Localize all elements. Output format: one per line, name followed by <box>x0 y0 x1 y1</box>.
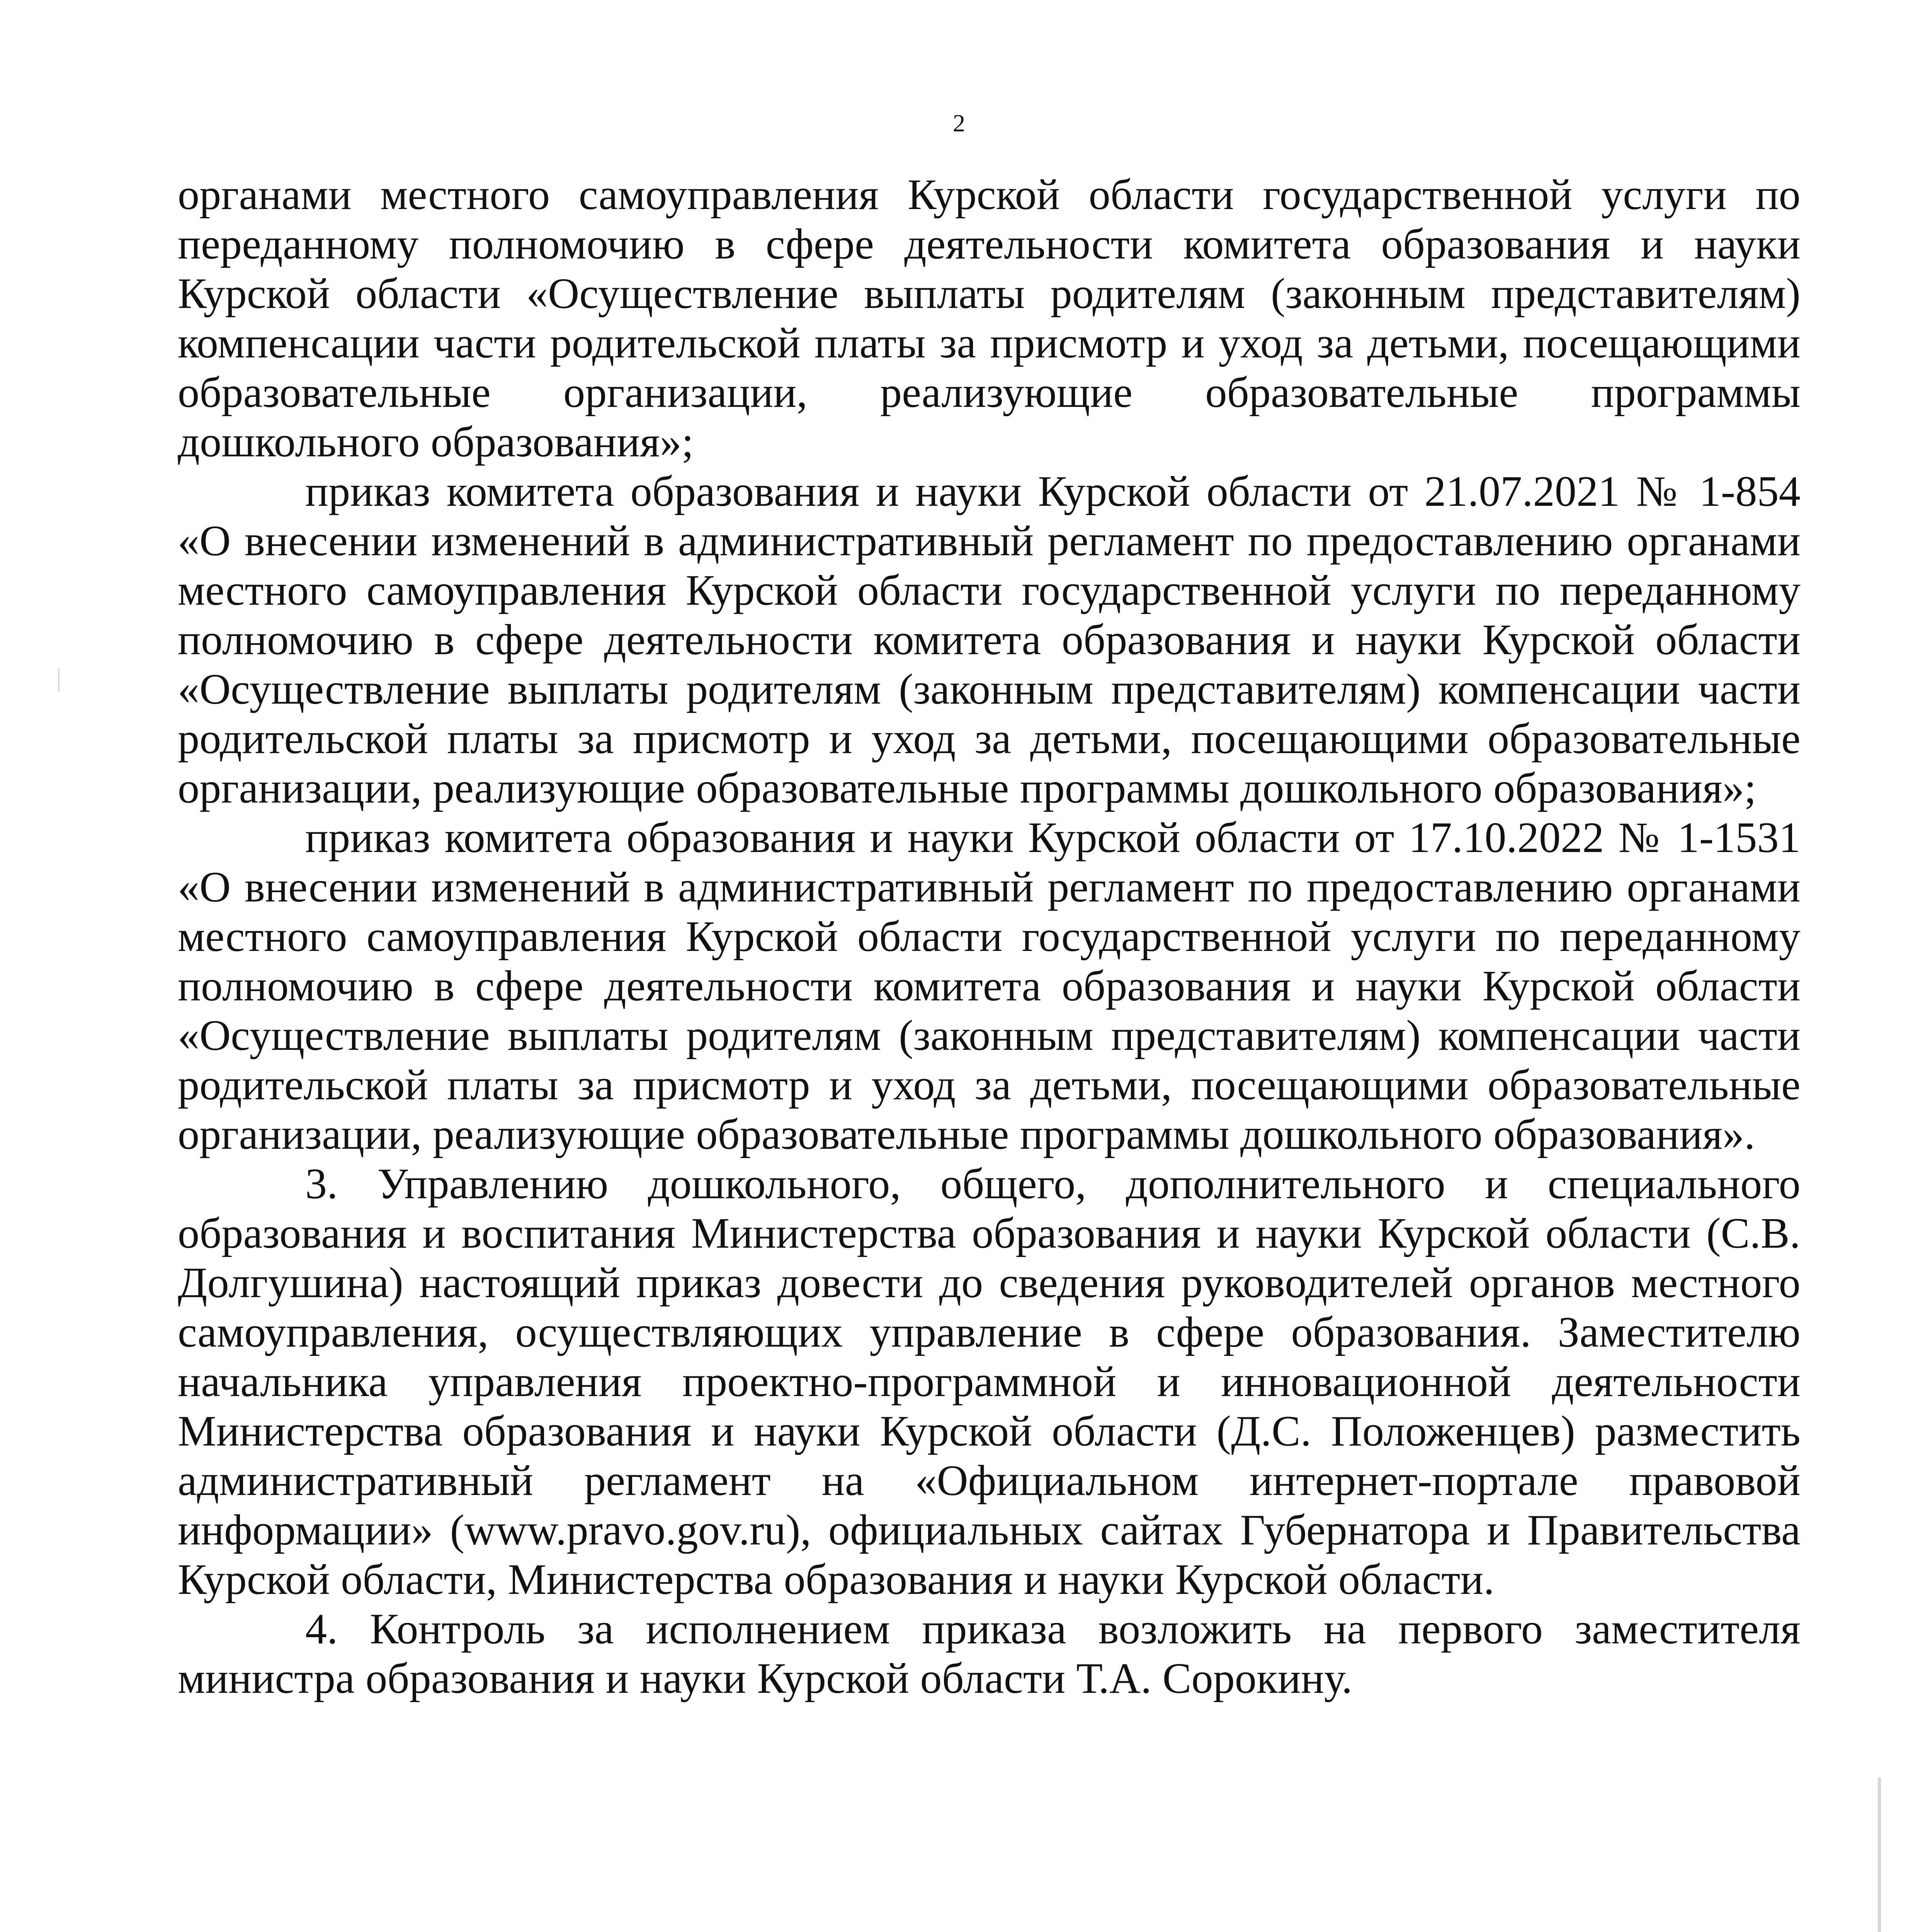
paragraph-item-4: 4. Контроль за исполнением приказа возложить на первого заместителя министра образования и науки Курской области Т.А. Сорокину. <box>178 1605 1801 1702</box>
paragraph-order-2021: приказ комитета образования и науки Курской области от 21.07.2021 № 1-854 «О внесении изменений в административный регламент по предоставлению органами местного самоуправления Курской области государственной услуги по переданному полномочию в сфере деятельности комитета образования и науки Курской области «Осуществление выплаты родителям (законным представителям) компенсации части родительской платы за присмотр и уход за детьми, посещающими образовательные организации, реализующие образовательные программы дошкольного образования»; <box>178 468 1801 812</box>
scan-speck <box>58 668 60 692</box>
document-body <box>178 170 1801 1703</box>
paragraph-continuation: органами местного самоуправления Курской области государственной услуги по переданному полномочию в сфере деятельности комитета образования и науки Курской области «Осуществление выплаты родителям (законным представителям) компенсации части родительской платы за присмотр и уход за детьми, посещающими образовательные организации, реализующие образовательные программы дошкольного образования»; <box>178 171 1801 466</box>
scan-margin-mark <box>1878 1777 1881 1932</box>
paragraph-item-3: 3. Управлению дошкольного, общего, дополнительного и специального образования и воспитания Министерства образования и науки Курской области (С.В. Долгушина) настоящий приказ довести до сведения руководителей органов местного самоуправления, осуществляющих управление в сфере образования. Заместителю начальника управления проектно-программной и инновационной деятельности Министерства образования и науки Курской области (Д.С. Положенцев) разместить административный регламент на «Официальном интернет-портале правовой информации» (www.pravo.gov.ru), официальных сайтах Губернатора и Правительства Курской области, Министерства образования и науки Курской области. <box>178 1160 1801 1604</box>
page-number: 2 <box>953 109 965 137</box>
paragraph-order-2022: приказ комитета образования и науки Курской области от 17.10.2022 № 1-1531 «О внесении изменений в административный регламент по предоставлению органами местного самоуправления Курской области государственной услуги по переданному полномочию в сфере деятельности комитета образования и науки Курской области «Осуществление выплаты родителям (законным представителям) компенсации части родительской платы за присмотр и уход за детьми, посещающими образовательные организации, реализующие образовательные программы дошкольного образования». <box>178 814 1801 1158</box>
